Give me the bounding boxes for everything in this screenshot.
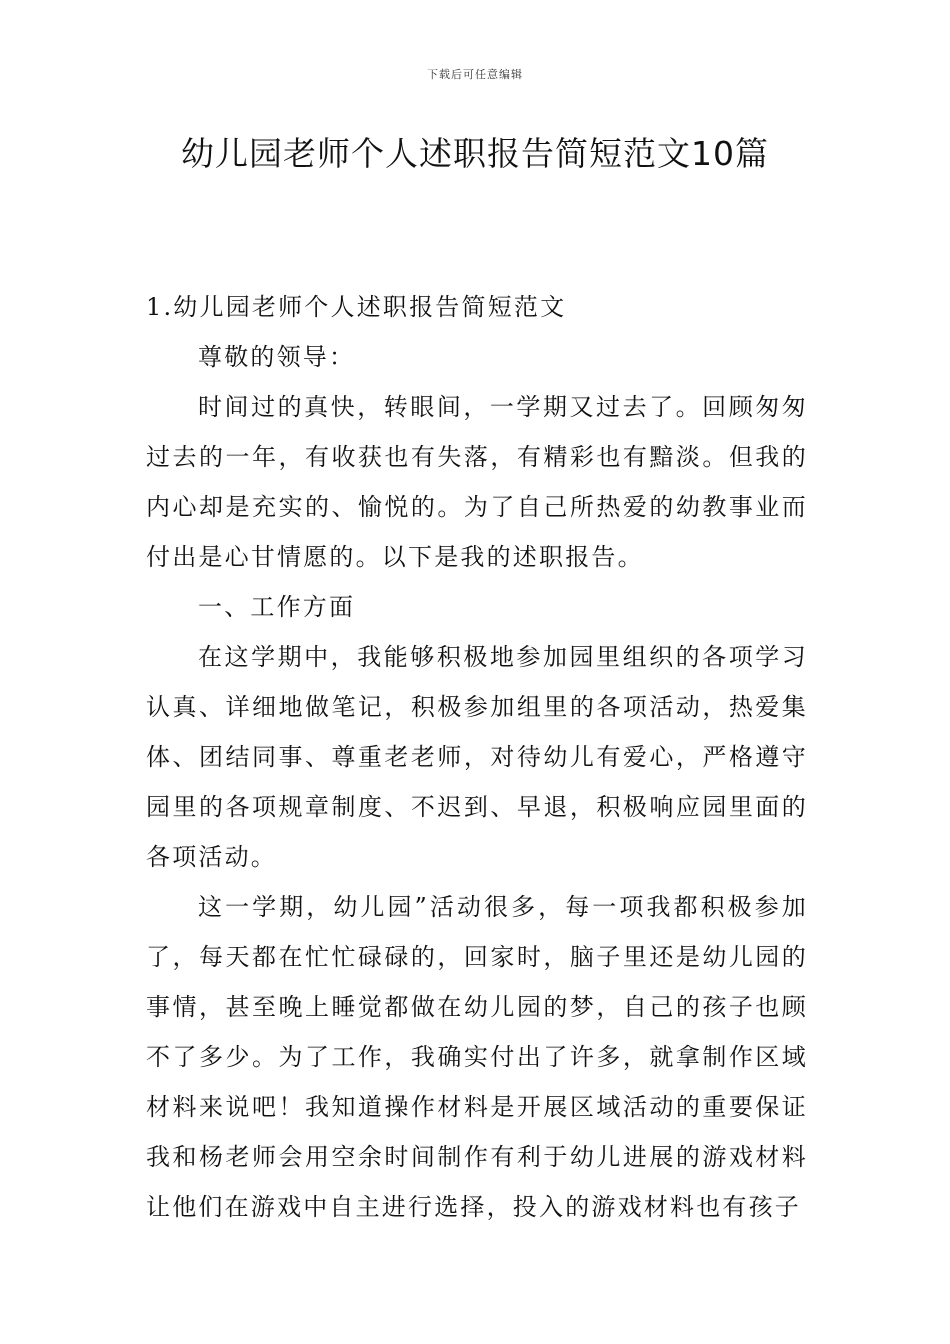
document-body: [146, 282, 808, 1232]
body-paragraph: 在这学期中，我能够积极地参加园里组织的各项学习认真、详细地做笔记，积极参加组里的各项活动，热爱集体、团结同事、尊重老老师，对待幼儿有爱心，严格遵守园里的各项规章制度、不迟到、早退，积极响应园里面的各项活动。: [146, 643, 808, 871]
header-note: 下载后可任意编辑: [427, 68, 523, 81]
salutation: 尊敬的领导：: [198, 343, 356, 371]
section-heading: 1.幼儿园老师个人述职报告简短范文: [146, 293, 567, 321]
body-paragraph: 这一学期，幼儿园”活动很多，每一项我都积极参加了，每天都在忙忙碌碌的，回家时，脑子里还是幼儿园的事情，甚至晚上睡觉都做在幼儿园的梦，自己的孩子也顾不了多少。为了工作，我确实付出了许多，就拿制作区域材料来说吧！我知道操作材料是开展区域活动的重要保证我和杨老师会用空余时间制作有利于幼儿进展的游戏材料让他们在游戏中自主进行选择，投入的游戏材料也有孩子: [146, 893, 808, 1221]
body-paragraph: 时间过的真快，转眼间，一学期又过去了。回顾匆匆过去的一年，有收获也有失落，有精彩也有黯淡。但我的内心却是充实的、愉悦的。为了自己所热爱的幼教事业而付出是心甘情愿的。以下是我的述职报告。: [146, 393, 808, 571]
subheading-work: 一、工作方面: [198, 593, 356, 621]
document-title: 幼儿园老师个人述职报告简短范文10篇: [181, 134, 769, 173]
